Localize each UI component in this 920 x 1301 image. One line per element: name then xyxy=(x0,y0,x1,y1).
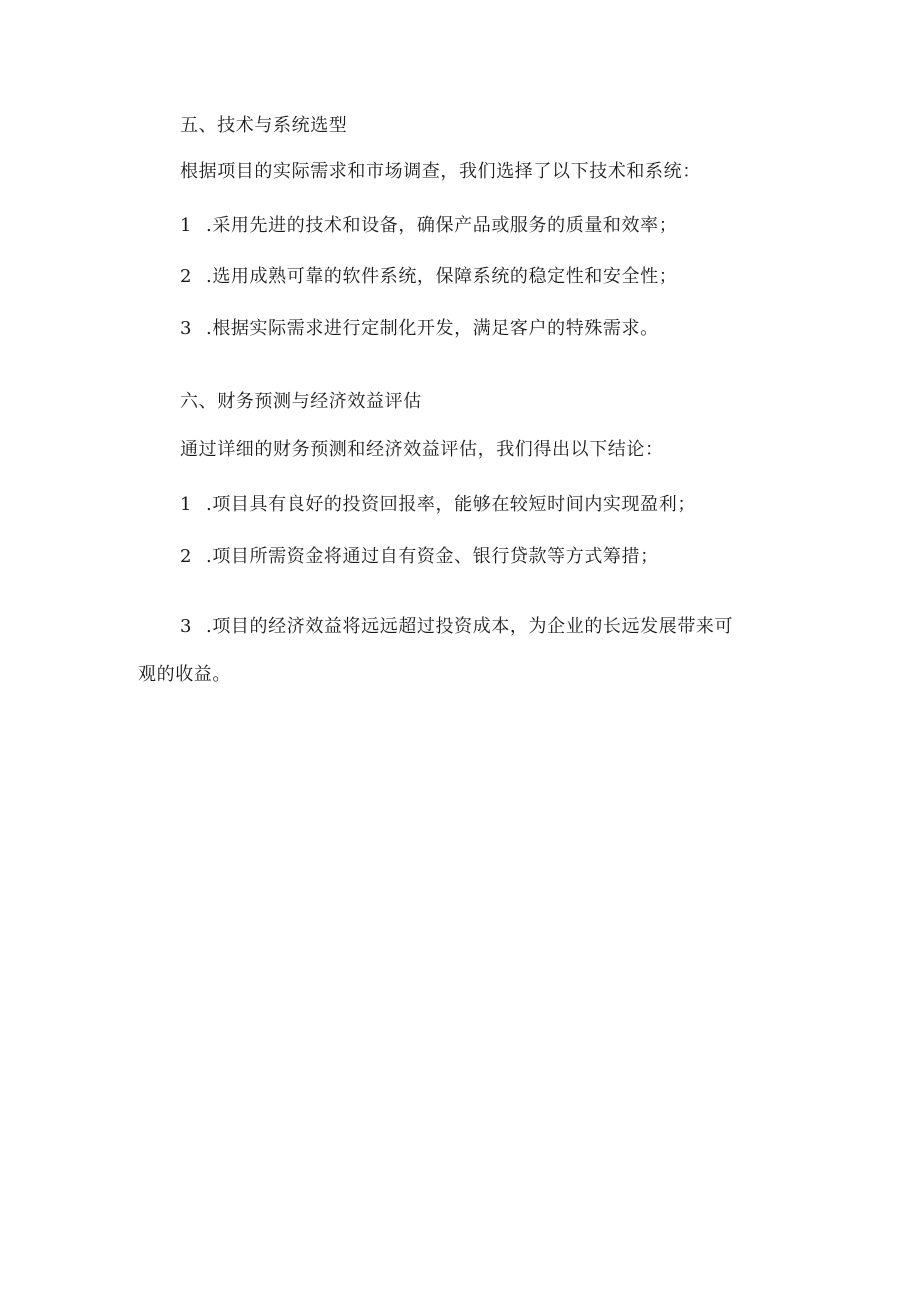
list-item-text: .采用先进的技术和设备，确保产品或服务的质量和效率； xyxy=(206,215,678,236)
list-item xyxy=(180,214,677,238)
section-heading-6: 六、财务预测与经济效益评估 xyxy=(180,391,422,412)
list-item-text: .选用成熟可靠的软件系统，保障系统的稳定性和安全性； xyxy=(206,266,678,287)
list-item-text: .根据实际需求进行定制化开发，满足客户的特殊需求。 xyxy=(206,318,659,339)
list-item-text: .项目所需资金将通过自有资金、银行贷款等方式筹措； xyxy=(206,546,659,567)
list-item xyxy=(180,493,696,517)
list-item-number: 3 xyxy=(180,616,193,637)
section-heading-5: 五、技术与系统选型 xyxy=(180,115,348,136)
list-item xyxy=(180,615,733,639)
list-item-number: 1 xyxy=(180,215,193,236)
list-item-text: .项目具有良好的投资回报率，能够在较短时间内实现盈利； xyxy=(206,494,696,515)
list-item xyxy=(180,545,659,569)
list-item xyxy=(180,265,677,289)
list-item-number: 2 xyxy=(180,266,193,287)
list-item-continuation: 观的收益。 xyxy=(138,664,231,685)
list-item-number: 2 xyxy=(180,546,193,567)
list-item-number: 3 xyxy=(180,318,193,339)
list-item xyxy=(180,317,659,341)
section-intro-6: 通过详细的财务预测和经济效益评估，我们得出以下结论： xyxy=(180,439,664,460)
section-intro-5: 根据项目的实际需求和市场调查，我们选择了以下技术和系统： xyxy=(180,161,701,182)
list-item-number: 1 xyxy=(180,494,193,515)
list-item-text: .项目的经济效益将远远超过投资成本，为企业的长远发展带来可 xyxy=(206,616,734,637)
